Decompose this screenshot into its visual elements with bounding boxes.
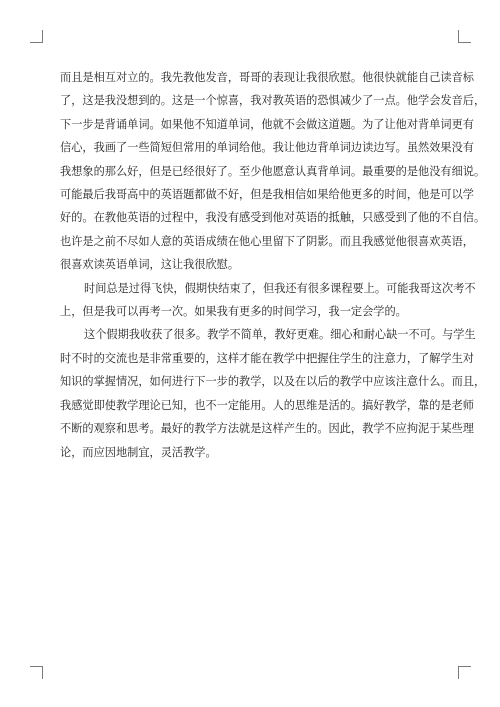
- text-line: 论，而应因地制宜，灵活教学。: [60, 445, 217, 459]
- text-line: 时间总是过得飞快，假期快结束了，但我还有很多课程要上。可能我哥这次考不: [84, 281, 476, 295]
- text-line: 下一步是背诵单词。如果他不知道单词，他就不会做这道题。为了让他对背单词更有: [60, 117, 474, 131]
- text-line: 这个假期我收获了很多。教学不简单，教好更难。细心和耐心缺一不可。与学生: [84, 328, 476, 342]
- text-line: 也许是之前不尽如人意的英语成绩在他心里留下了阴影。而且我感觉他很喜欢英语，: [60, 234, 474, 248]
- paragraph-holiday-ending: [60, 277, 476, 324]
- text-line: 我想象的那么好，但是已经很好了。至少他愿意认真背单词。最重要的是他没有细说。: [60, 164, 486, 178]
- paragraph-holiday-reflection: [60, 323, 486, 463]
- text-line: 好的。在教他英语的过程中，我没有感受到他对英语的抵触，只感受到了他的不自信。: [60, 211, 486, 225]
- page-corner-mark-top-right: [458, 30, 471, 43]
- text-line: 了，这是我没想到的。这是一个惊喜，我对教英语的恐惧减少了一点。他学会发音后，: [60, 94, 486, 108]
- page-corner-mark-bottom-right: [458, 666, 471, 679]
- text-line: 我感觉即使教学理论已知，也不一定能用。人的思维是活的。搞好教学，靠的是老师: [60, 398, 474, 412]
- page-corner-mark-bottom-left: [30, 666, 43, 679]
- text-line: 时不时的交流也是非常重要的，这样才能在教学中把握住学生的注意力，了解学生对: [60, 351, 474, 365]
- paragraph-teaching-pronunciation: [60, 66, 486, 277]
- page-corner-mark-top-left: [30, 30, 43, 43]
- document-body: [60, 66, 486, 464]
- text-line: 而且是相互对立的。我先教他发音，哥哥的表现让我很欣慰。他很快就能自己读音标: [60, 71, 474, 84]
- text-line: 很喜欢读英语单词，这让我很欣慰。: [60, 258, 240, 272]
- text-line: 知识的掌握情况，如何进行下一步的教学，以及在以后的教学中应该注意什么。而且，: [60, 375, 486, 389]
- text-line: 上，但是我可以再考一次。如果我有更多的时间学习，我一定会学的。: [60, 305, 407, 319]
- text-line: 信心，我画了一些简短但常用的单词给他。我让他边背单词边读边写。虽然效果没有: [60, 141, 474, 155]
- text-line: 不断的观察和思考。最好的教学方法就是这样产生的。因此，教学不应拘泥于某些理: [60, 422, 474, 436]
- text-line: 可能最后我哥高中的英语题都做不好，但是我相信如果给他更多的时间，他是可以学: [60, 188, 474, 202]
